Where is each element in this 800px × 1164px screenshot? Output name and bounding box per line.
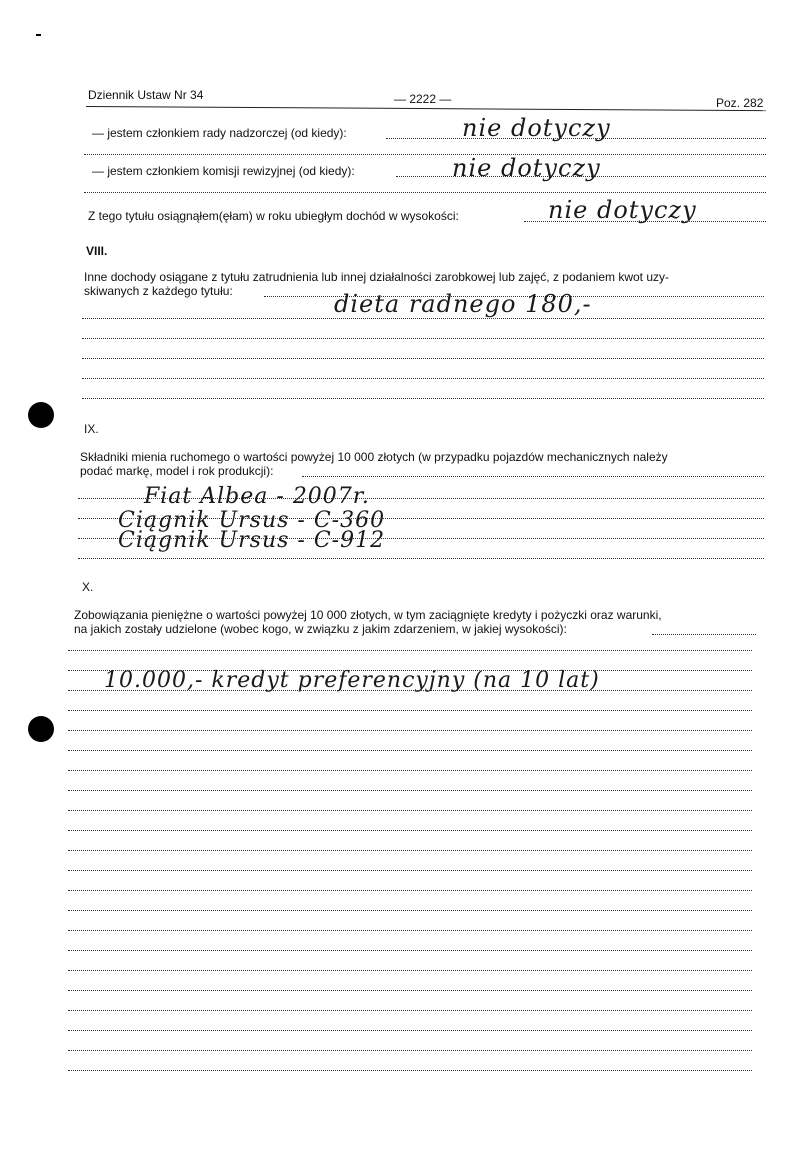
dotted-line <box>68 1070 752 1071</box>
dotted-line <box>82 318 764 319</box>
section-x-text-2: na jakich zostały udzielone (wobec kogo, w związku z jakim zdarzeniem, w jakiej wysokości): <box>74 622 567 636</box>
dotted-line <box>82 398 764 399</box>
section-x-text-1: Zobowiązania pieniężne o wartości powyżej 10 000 złotych, w tym zaciągnięte kredyty i pożyczki oraz warunki, <box>74 608 662 622</box>
dotted-line <box>68 790 752 791</box>
dotted-line <box>68 810 752 811</box>
header-page-number: — 2222 — <box>394 92 452 106</box>
dotted-line <box>68 1010 752 1011</box>
audit-committee-label: — jestem członkiem komisji rewizyjnej (od kiedy): <box>92 164 355 178</box>
dotted-line <box>78 558 764 559</box>
dotted-line <box>302 476 764 477</box>
header-position: Poz. 282 <box>716 96 764 110</box>
dotted-line <box>82 378 764 379</box>
audit-committee-answer: nie dotyczy <box>452 154 601 182</box>
dotted-line <box>68 770 752 771</box>
dotted-line <box>68 750 752 751</box>
dotted-line <box>84 192 766 193</box>
dotted-line <box>652 634 756 635</box>
dotted-line <box>68 670 752 671</box>
section-viii-number: VIII. <box>86 244 108 258</box>
header-rule <box>86 106 766 111</box>
section-viii-text-1: Inne dochody osiągane z tytułu zatrudnienia lub innej działalności zarobkowej lub zajęć, z podaniem kwot uzy- <box>84 270 670 284</box>
section-ix-text-1: Składniki mienia ruchomego o wartości powyżej 10 000 złotych (w przypadku pojazdów mechanicznych należy <box>80 450 668 464</box>
dotted-line <box>82 338 764 339</box>
section-x-answer: 10.000,- kredyt preferencyjny (na 10 lat) <box>104 668 600 693</box>
movable-asset-item: Fiat Albea - 2007r. <box>144 484 370 509</box>
supervisory-board-answer: nie dotyczy <box>462 114 611 142</box>
dotted-line <box>84 154 766 155</box>
punch-hole-top <box>28 402 54 428</box>
section-x-number: X. <box>82 580 94 594</box>
dotted-line <box>68 650 752 651</box>
dotted-line <box>68 710 752 711</box>
punch-hole-bottom <box>28 716 54 742</box>
income-answer: nie dotyczy <box>548 196 697 224</box>
dotted-line <box>68 950 752 951</box>
dotted-line <box>68 690 752 691</box>
dotted-line <box>68 830 752 831</box>
scan-mark <box>36 34 41 36</box>
dotted-line <box>68 910 752 911</box>
dotted-line <box>68 930 752 931</box>
dotted-line <box>68 850 752 851</box>
dotted-line <box>68 730 752 731</box>
section-viii-text-2: skiwanych z każdego tytułu: <box>84 284 233 298</box>
dotted-line <box>68 870 752 871</box>
dotted-line <box>68 970 752 971</box>
dotted-line <box>68 1050 752 1051</box>
movable-asset-item: Ciągnik Ursus - C-912 <box>118 528 386 553</box>
section-ix-text-2: podać markę, model i rok produkcji): <box>80 464 274 478</box>
income-label: Z tego tytułu osiągnąłem(ęłam) w roku ubiegłym dochód w wysokości: <box>88 209 459 223</box>
dotted-line <box>68 1030 752 1031</box>
section-ix-number: IX. <box>84 422 99 436</box>
dotted-line <box>68 990 752 991</box>
section-viii-answer: dieta radnego 180,- <box>334 290 592 318</box>
header-journal: Dziennik Ustaw Nr 34 <box>88 88 204 102</box>
supervisory-board-label: — jestem członkiem rady nadzorczej (od kiedy): <box>92 126 347 140</box>
dotted-line <box>82 358 764 359</box>
movable-asset-item: Ciągnik Ursus - C-360 <box>118 508 386 533</box>
dotted-line <box>68 890 752 891</box>
